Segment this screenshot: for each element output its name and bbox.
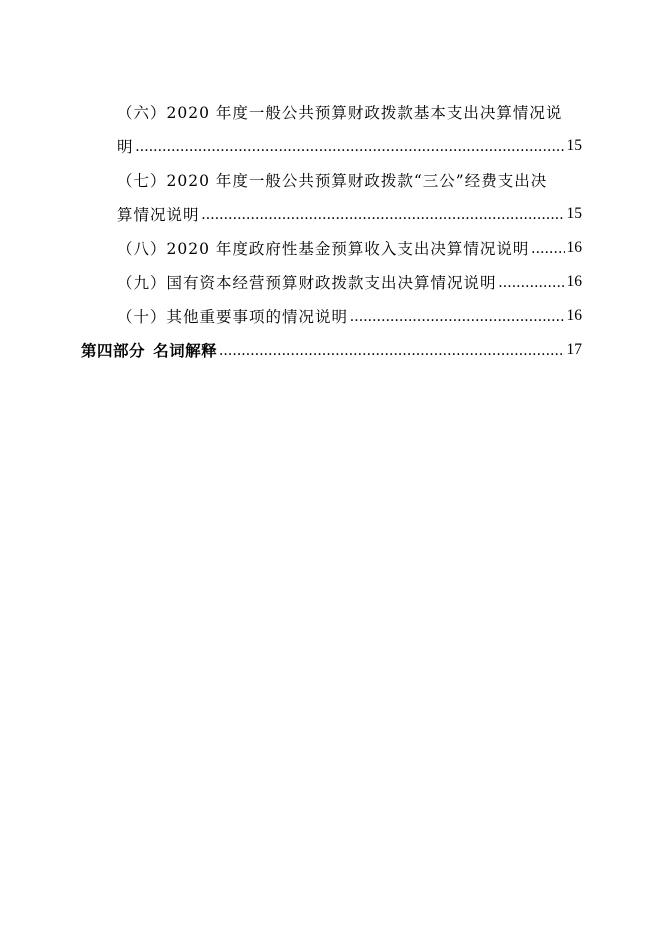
- toc-entry-7-title-cont: 算情况说明: [117, 206, 200, 224]
- toc-entry-8-title: （八）2020 年度政府性基金预算收入支出决算情况说明: [117, 240, 530, 258]
- dot-leader: [350, 308, 564, 326]
- toc-entry-6-line2[interactable]: [117, 129, 582, 163]
- toc-part-4-title: 名词解释: [153, 342, 218, 360]
- toc-entry-6-title: （六）2020 年度一般公共预算财政拨款基本支出决算情况说: [117, 104, 563, 122]
- dot-leader: [219, 342, 564, 360]
- dot-leader: [531, 240, 564, 258]
- dot-leader: [499, 274, 565, 292]
- toc-entry-10[interactable]: [117, 299, 582, 333]
- toc-entry-8-page: 16: [566, 239, 582, 256]
- toc-entry-7-line1[interactable]: [117, 163, 582, 197]
- toc-part-4[interactable]: [81, 333, 582, 367]
- toc-entry-9-title: （九）国有资本经营预算财政拨款支出决算情况说明: [117, 274, 497, 292]
- toc-entry-9[interactable]: [117, 265, 582, 299]
- toc-part-4-label: 第四部分: [81, 342, 146, 360]
- toc-entry-8[interactable]: [117, 231, 582, 265]
- dot-leader: [136, 138, 565, 156]
- dot-leader: [202, 206, 565, 224]
- toc-entry-6-line1[interactable]: [117, 95, 582, 129]
- toc-entry-10-page: 16: [566, 307, 582, 324]
- toc-entry-7-line2[interactable]: [117, 197, 582, 231]
- toc-entry-10-title: （十）其他重要事项的情况说明: [117, 308, 349, 326]
- toc-entry-6-page: 15: [566, 137, 582, 154]
- toc-entry-6-title-cont: 明: [117, 138, 134, 156]
- toc-entry-7-page: 15: [566, 205, 582, 222]
- toc-entry-7-title: （七）2020 年度一般公共预算财政拨款“三公”经费支出决: [117, 172, 548, 190]
- toc-part-4-page: 17: [566, 341, 582, 358]
- toc-entry-9-page: 16: [566, 273, 582, 290]
